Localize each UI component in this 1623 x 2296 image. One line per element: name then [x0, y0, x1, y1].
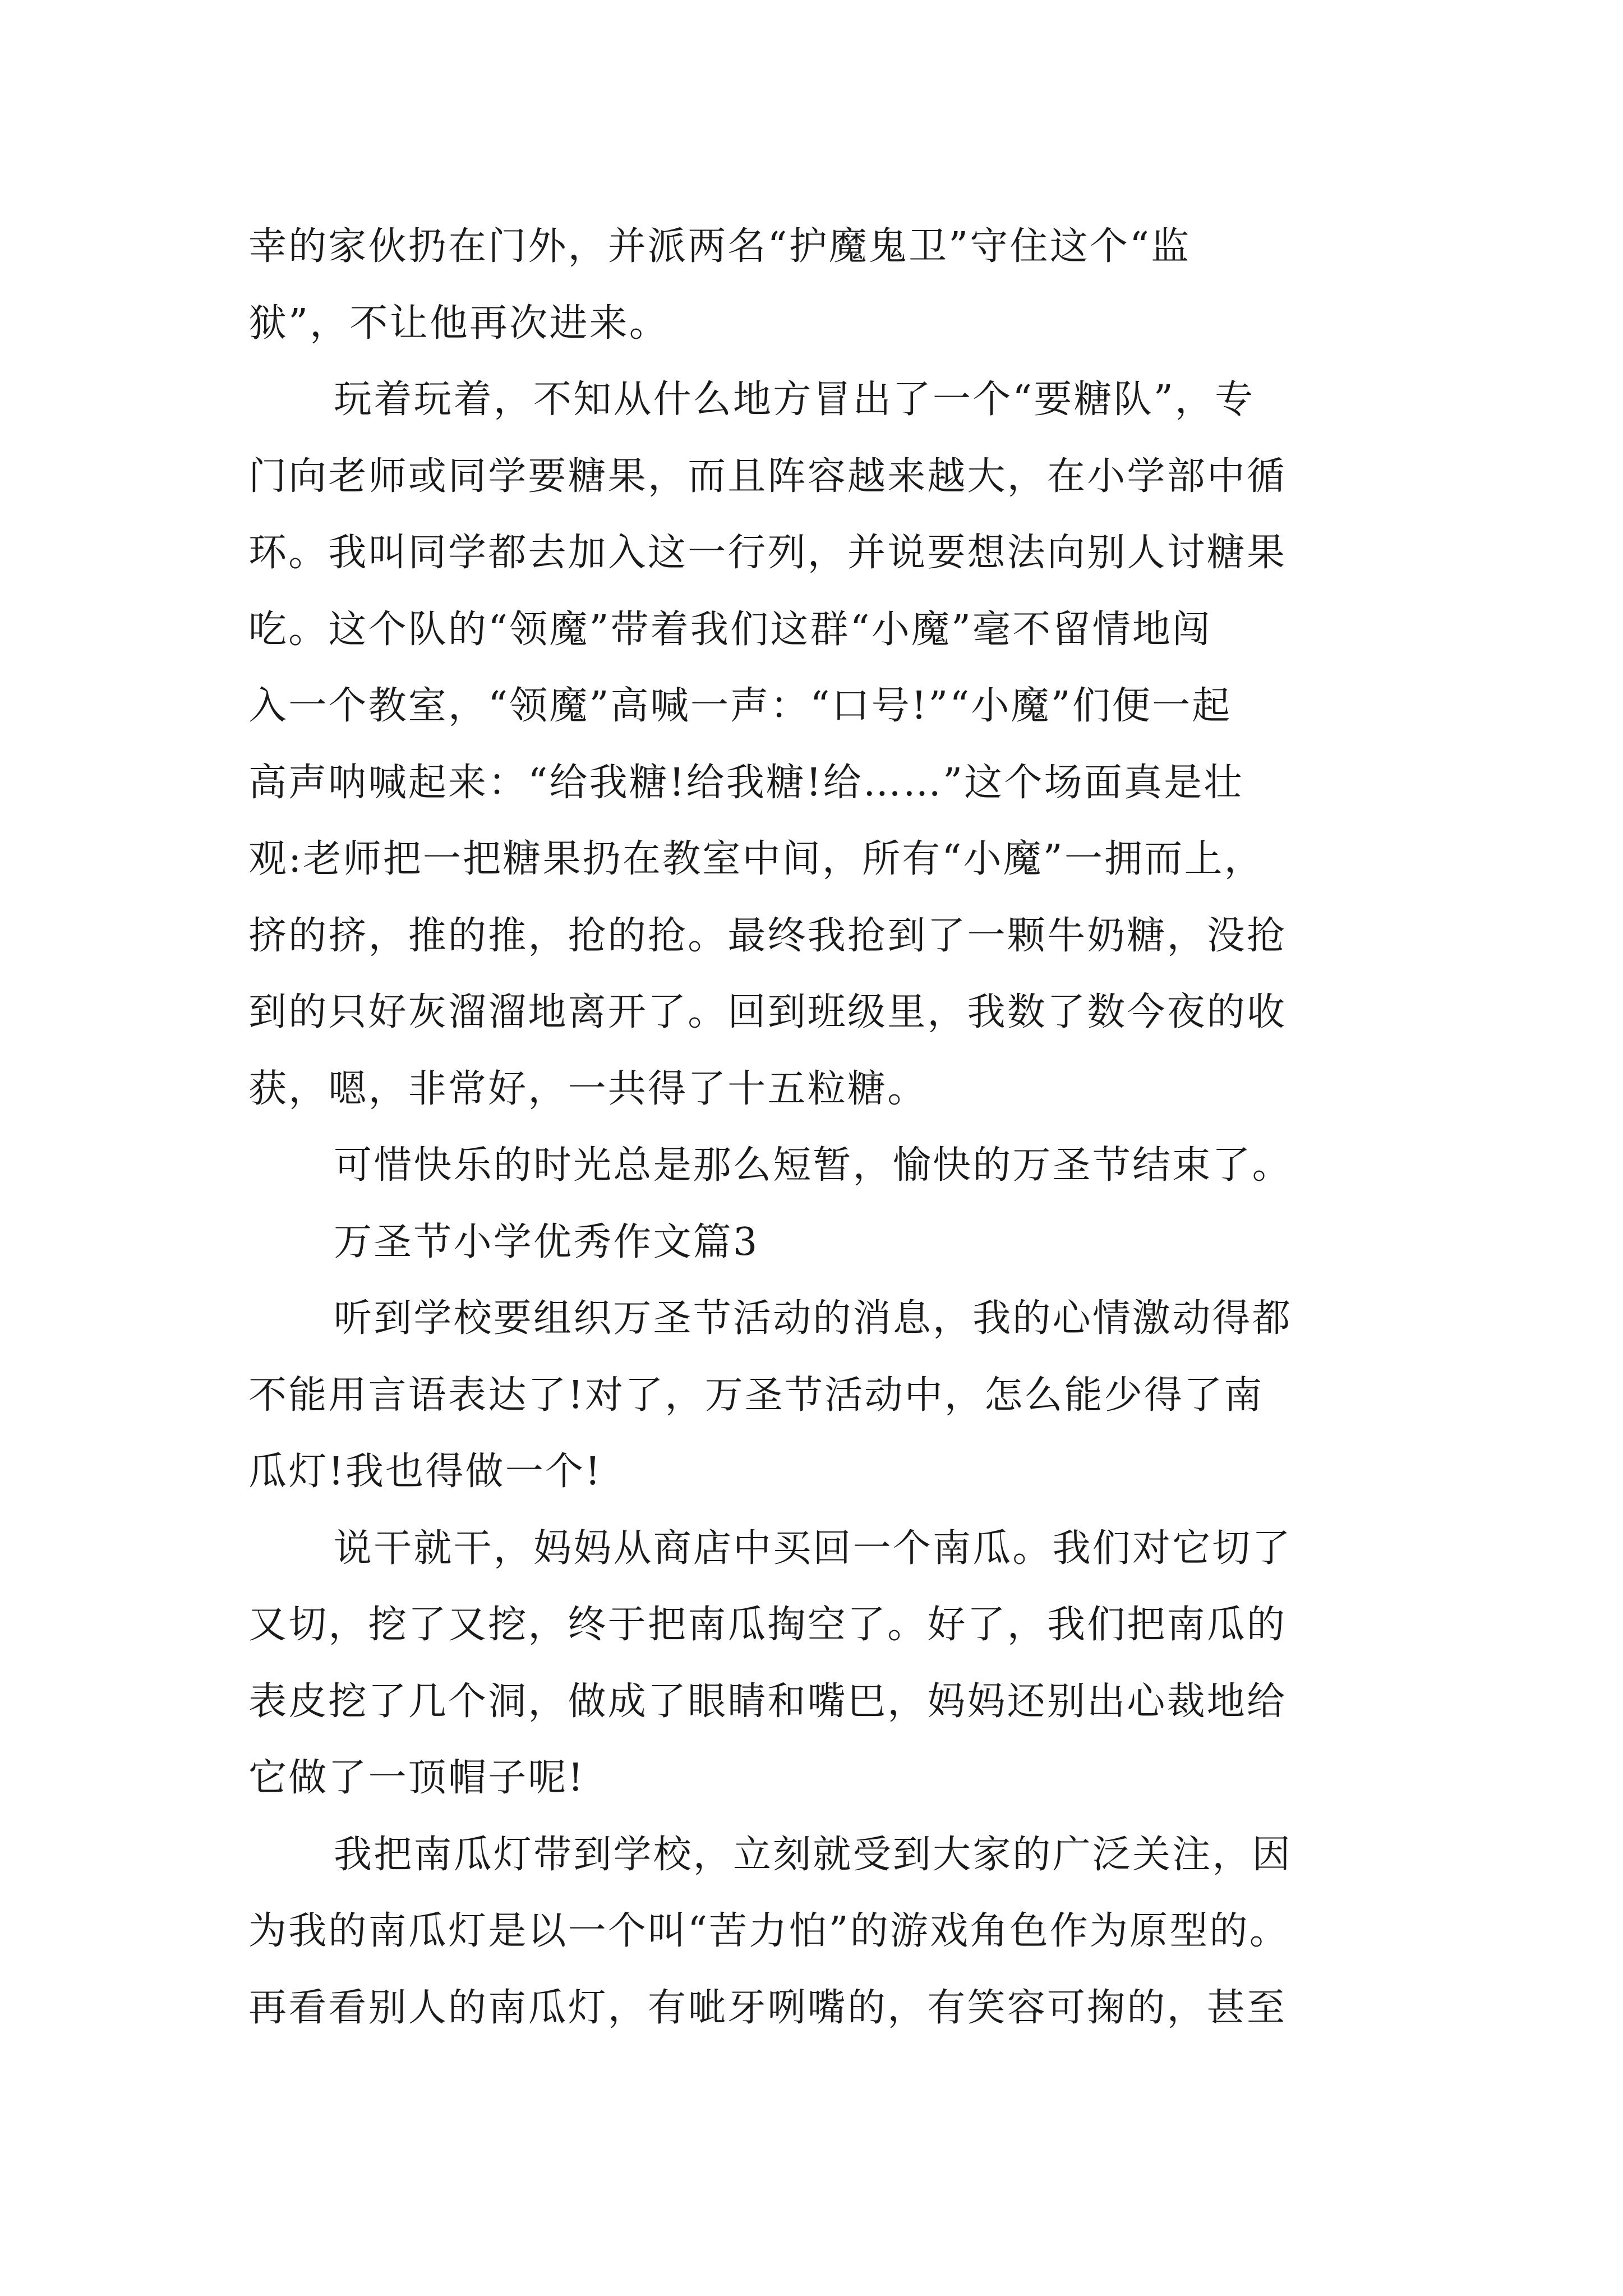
text-line: 门向老师或同学要糖果，而且阵容越来越大，在小学部中循 — [248, 454, 1287, 499]
text-line: 获，嗯，非常好，一共得了十五粒糖。 — [248, 1066, 928, 1111]
paragraph-start-line: 我把南瓜灯带到学校，立刻就受到大家的广泛关注，因 — [334, 1832, 1292, 1877]
paragraph-start-line: 玩着玩着，不知从什么地方冒出了一个“要糖队”，专 — [334, 378, 1255, 422]
text-line: 幸的家伙扔在门外，并派两名“护魔鬼卫”守住这个“监 — [248, 224, 1191, 269]
text-line: 为我的南瓜灯是以一个叫“苦力怕”的游戏角色作为原型的。 — [248, 1909, 1289, 1953]
text-line: 高声呐喊起来：“给我糖!给我糖!给……”这个场面真是壮 — [248, 760, 1244, 805]
text-line: 又切，挖了又挖，终于把南瓜掏空了。好了，我们把南瓜的 — [248, 1603, 1287, 1647]
text-line: 吃。这个队的“领魔”带着我们这群“小魔”毫不留情地闯 — [248, 607, 1212, 652]
paragraph-start-line: 听到学校要组织万圣节活动的消息，我的心情激动得都 — [334, 1296, 1292, 1341]
text-line: 挤的挤，推的推，抢的抢。最终我抢到了一颗牛奶糖，没抢 — [248, 913, 1287, 958]
text-line: 瓜灯!我也得做一个! — [248, 1450, 602, 1494]
essay-text — [248, 209, 1398, 2046]
text-line: 环。我叫同学都去加入这一行列，并说要想法向别人讨糖果 — [248, 531, 1287, 575]
text-line: 入一个教室，“领魔”高喊一声：“口号!”“小魔”们便一起 — [248, 684, 1232, 728]
section-heading: 万圣节小学优秀作文篇3 — [334, 1220, 759, 1264]
text-line: 狱”，不让他再次进来。 — [248, 301, 669, 346]
text-line: 不能用言语表达了!对了，万圣节活动中，怎么能少得了南 — [248, 1373, 1264, 1418]
text-line: 到的只好灰溜溜地离开了。回到班级里，我数了数今夜的收 — [248, 990, 1287, 1034]
text-line: 表皮挖了几个洞，做成了眼睛和嘴巴，妈妈还别出心裁地给 — [248, 1679, 1287, 1724]
text-line: 观:老师把一把糖果扔在教室中间，所有“小魔”一拥而上， — [248, 837, 1264, 881]
paragraph-start-line: 说干就干，妈妈从商店中买回一个南瓜。我们对它切了 — [334, 1526, 1292, 1571]
paragraph-start-line: 可惜快乐的时光总是那么短暂，愉快的万圣节结束了。 — [334, 1143, 1292, 1188]
text-line: 再看看别人的南瓜灯，有呲牙咧嘴的，有笑容可掬的，甚至 — [248, 1985, 1287, 2030]
text-line: 它做了一顶帽子呢! — [248, 1756, 585, 1800]
